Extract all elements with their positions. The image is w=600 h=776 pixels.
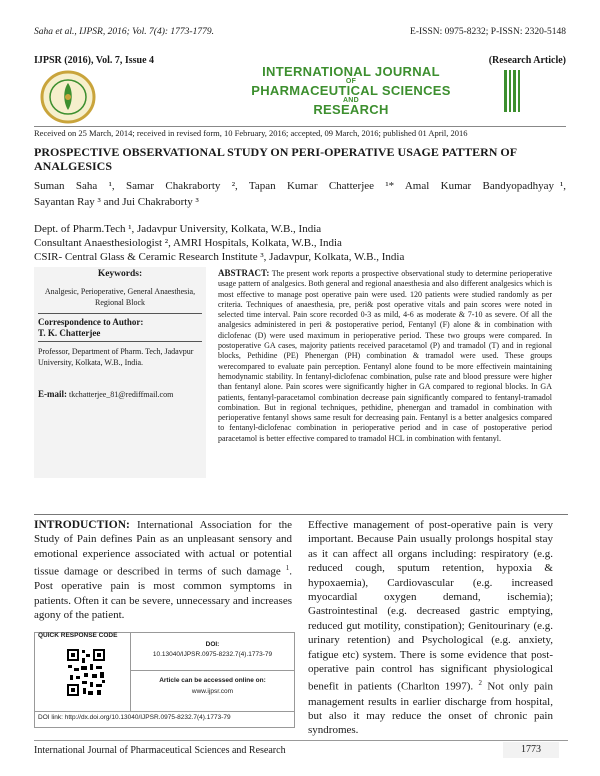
- access-label: Article can be accessed online on:: [159, 677, 266, 684]
- divider: [130, 670, 294, 671]
- authors-line-1: Suman Saha ¹, Samar Chakraborty ², Tapan Kumar Chatterjee ¹* Amal Kumar Bandyopadhyay: [34, 180, 554, 192]
- intro-ref: 1: [285, 564, 290, 573]
- authors-line-1-end: ¹,: [559, 180, 566, 192]
- keywords-text: Analgesic, Perioperative, General Anaesthesia, Regional Block: [44, 287, 196, 307]
- doi-block: [131, 640, 294, 660]
- intro-text-1: International Association for the Study of Pain defines Pain as an unpleasant sensory and emotional experience associated with actual or potential tissue damage or described in terms of such damage: [34, 519, 293, 578]
- divider: [34, 711, 294, 712]
- correspondence-heading: Correspondence to Author:: [38, 317, 144, 327]
- divider: [38, 341, 202, 342]
- journal-logo-icon: [33, 70, 103, 124]
- email-address[interactable]: tkchatterjee_81@rediffmail.com: [69, 390, 174, 399]
- right-text-1: Effective management of post-operative pain is very important. Because Pain usually prolongs hospital stay as it can affect all organs including: respiratory (e.g. reduced cough, sputum retention, hypoxia & hypoxaemia), Cardiovascular (e.g. increased myocardial oxygen demand, ischemia); Gastrointestinal (e.g. decreased gastric emptying, reduced gut motility, constipation); Genitourinary (e.g. urinary retention) and Psychological (e.g. anxiety, fatigue etc) system. There is some evidence that post-operative pain control has significant physiological benefit in patients (Charlton 1997).: [308, 519, 553, 694]
- doi-link[interactable]: DOI link: http://dx.doi.org/10.13040/IJPSR.0975-8232.7(4).1773-79: [38, 714, 231, 721]
- introduction: [34, 518, 292, 623]
- intro-text-2: . Post operative pain is most common symptoms in patients. Often it can be severe, unnecessary and increases agony of the patient.: [34, 565, 292, 622]
- divider: [38, 313, 202, 314]
- correspondence: [38, 317, 143, 339]
- publication-dates: Received on 25 March, 2014; received in revised form, 10 February, 2016; accepted, 09 March, 2016; published 01 April, 2016: [34, 128, 468, 138]
- journal-name: [207, 66, 495, 116]
- issn: E-ISSN: 0975-8232; P-ISSN: 2320-5148: [410, 27, 566, 37]
- correspondence-address: Professor, Department of Pharm. Tech, Jadavpur University, Kolkata, W.B., India.: [38, 347, 194, 367]
- qr-code-icon: [66, 648, 106, 697]
- qr-heading: QUICK RESPONSE CODE: [38, 632, 118, 639]
- header-rule: [34, 126, 566, 127]
- intro-label: INTRODUCTION:: [34, 519, 130, 531]
- page-number: 1773: [503, 742, 559, 758]
- access-block: [131, 675, 294, 697]
- email-label: E-mail:: [38, 389, 67, 399]
- affiliation: CSIR- Central Glass & Ceramic Research Institute ³, Jadavpur, Kolkata, W.B., India: [34, 251, 405, 263]
- access-url[interactable]: www.ijpsr.com: [191, 688, 234, 695]
- doi-label: DOI:: [205, 641, 220, 648]
- affiliation: Consultant Anaesthesiologist ², AMRI Hospitals, Kolkata, W.B., India: [34, 237, 342, 249]
- right-column-text: [308, 518, 553, 738]
- paper-title: PROSPECTIVE OBSERVATIONAL STUDY ON PERI-OPERATIVE USAGE PATTERN OF ANALGESICS: [34, 145, 517, 173]
- journal-barcode-icon: [502, 68, 522, 114]
- email-line: [38, 389, 173, 399]
- running-citation: Saha et al., IJPSR, 2016; Vol. 7(4): 1773-1779.: [34, 27, 214, 37]
- article-type: (Research Article): [488, 55, 566, 66]
- keywords-heading: Keywords:: [97, 269, 143, 279]
- doi-value: 10.13040/IJPSR.0975-8232.7(4).1773-79: [152, 651, 273, 658]
- right-ref: 2: [478, 679, 483, 688]
- journal-line-3: RESEARCH: [313, 102, 389, 117]
- footer-rule: [34, 740, 568, 741]
- journal-line-1: INTERNATIONAL JOURNAL: [262, 64, 440, 79]
- right-text-2: Not only pain management results in earlier discharge from hospital, but also it may reduce the onset of chronic pain syndromes.: [308, 681, 553, 737]
- journal-line-2: PHARMACEUTICAL SCIENCES: [251, 83, 451, 98]
- abstract-text: The present work reports a prospective observational study to determine perioperative usage pattern of analgesics. Both general and regional anaesthesia and also different analgesics which is most effective to manage post operative pain were used. 120 patients were studied randomly as per criteria. Techniques of anaesthesia, pre, peri& post operative vitals and pain scores were noted in selected time interval. Pain score recorded 0-3 as mild, 4-6 as moderate & 7-10 as severe. Of all the analgesics administered in peri & postoperative period, Fentanyl (F) alone & in combination with diclofenac (D) were used maximum in perioperative period. These two groups were compared. In postoperative GA cases, majority patients received paracetamol (P) and tramadol (T) and in regional blocks, Pethidine (PE) Phenergan (PH) combination & tramadol were used. These groups werecompared to evaluate pain perception. Fentanyl alone found to be more effectivein maintaining hemodynamic stability. In fentanyl-diclofenac combination, pulse rate and blood pressure were higher than fentanyl alone. Pain scores were significantly higher in GA compared to regional blocks. In GA patients, fentanyl-paracetamol combination decrease pain significantly compared to fentanyl-tramadol combination. But in regional techniques, pethidine, phenergan and tramadol in combination with perioperative fentanyl shows same result for decreasing pain. Fentanyl is a better analgesics compared to fentanyl-diclofenac combination in perioperative period and in case of postoperative period paracetamol is better effective compared to tramadol HCL in combination with fentanyl.: [218, 269, 552, 443]
- correspondence-name: T. K. Chatterjee: [38, 328, 101, 338]
- journal-of: OF: [345, 78, 357, 85]
- journal-and: AND: [342, 97, 360, 104]
- abstract-label: ABSTRACT:: [218, 268, 270, 278]
- abstract: [218, 268, 552, 444]
- footer-journal: International Journal of Pharmaceutical Sciences and Research: [34, 745, 286, 756]
- journal-volume: IJPSR (2016), Vol. 7, Issue 4: [34, 55, 155, 66]
- authors-line-2: Sayantan Ray ³ and Jui Chakraborty ³: [34, 196, 199, 208]
- affiliation: Dept. of Pharm.Tech ¹, Jadavpur University, Kolkata, W.B., India: [34, 223, 322, 235]
- section-rule: [34, 514, 568, 515]
